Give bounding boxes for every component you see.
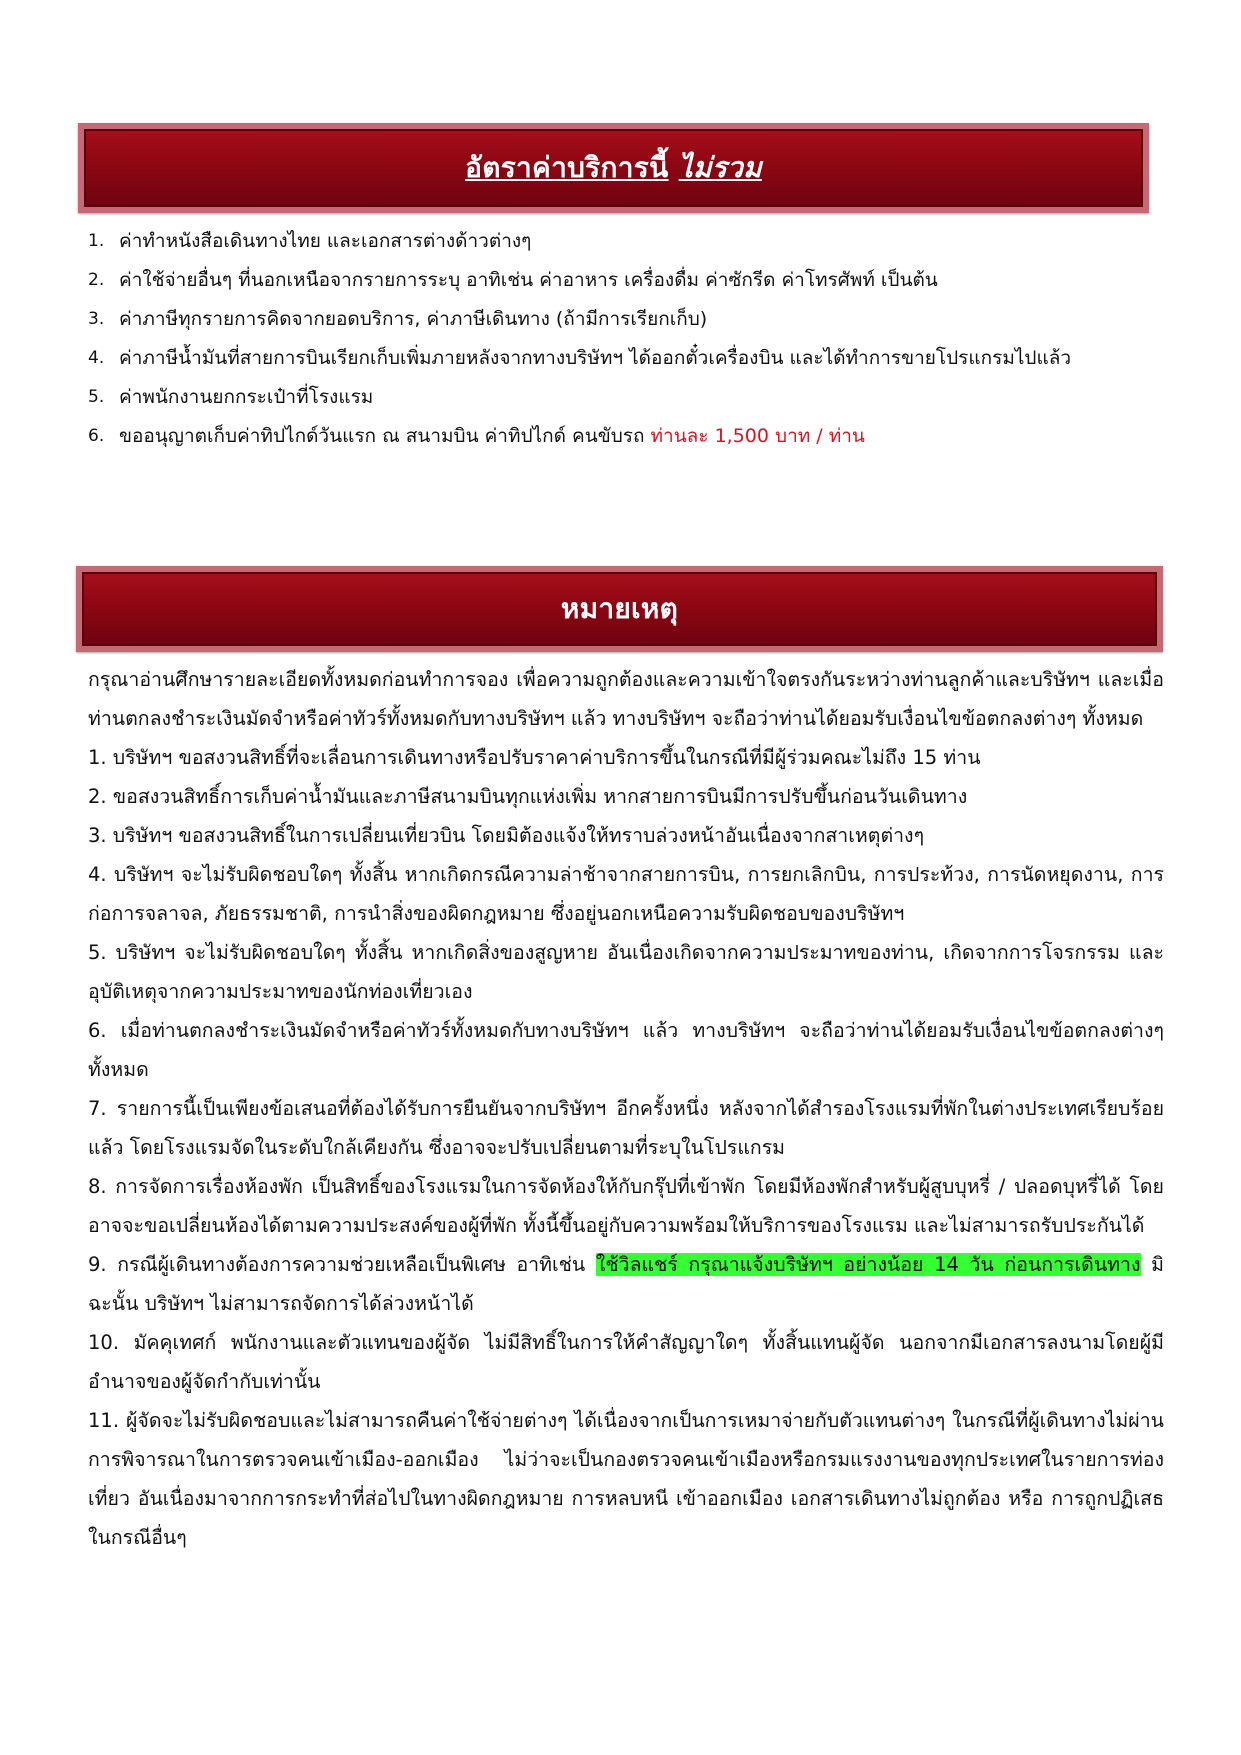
list-item	[88, 417, 1168, 456]
list-text: ขออนุญาตเก็บค่าทิปไกด์วันแรก ณ สนามบิน ค่าทิปไกด์ คนขับรถ	[119, 425, 651, 447]
remark-item: 5. บริษัทฯ จะไม่รับผิดชอบใดๆ ทั้งสิ้น หากเกิดสิ่งของสูญหาย อันเนื่องเกิดจากความประมาทของท่าน, เกิดจากการโจรกรรม และ อุบัติเหตุจากความประมาทของนักท่องเที่ยวเอง	[88, 941, 1164, 1003]
list-item	[88, 300, 1168, 339]
section-banner-remarks	[76, 566, 1163, 652]
remarks-body	[88, 660, 1164, 1557]
list-text: ค่าภาษีทุกรายการคิดจากยอดบริการ, ค่าภาษีเดินทาง (ถ้ามีการเรียกเก็บ)	[119, 308, 708, 330]
tip-price: ท่านละ 1,500 บาท / ท่าน	[650, 425, 865, 447]
list-number: 3.	[88, 309, 105, 329]
remark-item: 1. บริษัทฯ ขอสงวนสิทธิ์ที่จะเลื่อนการเดินทางหรือปรับราคาค่าบริการขึ้นในกรณีที่มีผู้ร่วมคณะไม่ถึง 15 ท่าน	[88, 746, 981, 769]
highlighted-text: ใช้วิลแชร์ กรุณาแจ้งบริษัทฯ อย่างน้อย 14 วัน ก่อนการเดินทาง	[595, 1253, 1141, 1276]
list-item	[88, 339, 1168, 378]
not-included-list	[88, 222, 1168, 456]
remark-item	[88, 1245, 1164, 1323]
list-text: ค่าภาษีน้ำมันที่สายการบินเรียกเก็บเพิ่มภายหลังจากทางบริษัทฯ ได้ออกตั๋วเครื่องบิน และได้ทำการขายโปรแกรมไปแล้ว	[119, 347, 1072, 369]
list-number: 4.	[88, 348, 105, 368]
list-item	[88, 378, 1168, 417]
list-text: ค่าพนักงานยกกระเป๋าที่โรงแรม	[119, 386, 374, 408]
section-banner-not-included	[78, 123, 1149, 213]
title-text: อัตราค่าบริการนี้	[465, 151, 669, 184]
list-text: ค่าทำหนังสือเดินทางไทย และเอกสารต่างด้าวต่างๆ	[119, 230, 532, 252]
title-emphasis: ไม่รวม	[678, 151, 762, 184]
remark-item: 3. บริษัทฯ ขอสงวนสิทธิ์ในการเปลี่ยนเที่ยวบิน โดยมิต้องแจ้งให้ทราบล่วงหน้าอันเนื่องจากสาเหตุต่างๆ	[88, 824, 925, 847]
remark-item: 4. บริษัทฯ จะไม่รับผิดชอบใดๆ ทั้งสิ้น หากเกิดกรณีความล่าช้าจากสายการบิน, การยกเลิกบิน, การประท้วง, การนัดหยุดงาน, การก่อการจลาจล, ภัยธรรมชาติ, การนำสิ่งของผิดกฎหมาย ซึ่งอยู่นอกเหนือความรับผิดชอบของบริษัทฯ	[88, 863, 1164, 925]
remark-item: 7. รายการนี้เป็นเพียงข้อเสนอที่ต้องได้รับการยืนยันจากบริษัทฯ อีกครั้งหนึ่ง หลังจากได้สำรองโรงแรมที่พักในต่างประเทศเรียบร้อยแล้ว โดยโรงแรมจัดในระดับใกล้เคียงกัน ซึ่งอาจจะปรับเปลี่ยนตามที่ระบุในโปรแกรม	[88, 1097, 1164, 1159]
list-number: 6.	[88, 426, 105, 446]
remark-item: 6. เมื่อท่านตกลงชำระเงินมัดจำหรือค่าทัวร์ทั้งหมดกับทางบริษัทฯ แล้ว ทางบริษัทฯ จะถือว่าท่านได้ยอมรับเงื่อนไขข้อตกลงต่างๆ ทั้งหมด	[88, 1019, 1164, 1081]
section-title-remarks: หมายเหตุ	[560, 592, 679, 625]
remark-item: 10. มัคคุเทศก์ พนักงานและตัวแทนของผู้จัด ไม่มีสิทธิ์ในการให้คำสัญญาใดๆ ทั้งสิ้นแทนผู้จัด นอกจากมีเอกสารลงนามโดยผู้มีอำนาจของผู้จัดกำกับเท่านั้น	[88, 1331, 1164, 1393]
list-item	[88, 222, 1168, 261]
list-text: ค่าใช้จ่ายอื่นๆ ที่นอกเหนือจากรายการระบุ อาทิเช่น ค่าอาหาร เครื่องดื่ม ค่าซักรีด ค่าโทรศัพท์ เป็นต้น	[119, 269, 938, 291]
section-title-not-included	[465, 146, 762, 190]
remarks-intro: กรุณาอ่านศึกษารายละเอียดทั้งหมดก่อนทำการจอง เพื่อความถูกต้องและความเข้าใจตรงกันระหว่างท่านลูกค้าและบริษัทฯ และเมื่อท่านตกลงชำระเงินมัดจำหรือค่าทัวร์ทั้งหมดกับทางบริษัทฯ แล้ว ทางบริษัทฯ จะถือว่าท่านได้ยอมรับเงื่อนไขข้อตกลงต่างๆ ทั้งหมด	[88, 668, 1164, 730]
list-number: 2.	[88, 270, 105, 290]
remark-item: 8. การจัดการเรื่องห้องพัก เป็นสิทธิ์ของโรงแรมในการจัดห้องให้กับกรุ๊ปที่เข้าพัก โดยมีห้องพักสำหรับผู้สูบบุหรี่ / ปลอดบุหรี่ได้ โดยอาจจะขอเปลี่ยนห้องได้ตามความประสงค์ของผู้ที่พัก ทั้งนี้ขึ้นอยู่กับความพร้อมให้บริการของโรงแรม และไม่สามารถรับประกันได้	[88, 1175, 1164, 1237]
remark-text: 9. กรณีผู้เดินทางต้องการความช่วยเหลือเป็นพิเศษ อาทิเช่น	[88, 1253, 596, 1276]
remark-text: มิฉะนั้น บริษัทฯ ไม่สามารถจัดการได้ล่วงหน้าได้	[88, 1253, 1164, 1315]
list-item	[88, 261, 1168, 300]
remark-item: 11. ผู้จัดจะไม่รับผิดชอบและไม่สามารถคืนค่าใช้จ่ายต่างๆ ได้เนื่องจากเป็นการเหมาจ่ายกับตัวแทนต่างๆ ในกรณีที่ผู้เดินทางไม่ผ่านการพิจารณาในการตรวจคนเข้าเมือง-ออกเมือง ไม่ว่าจะเป็นกองตรวจคนเข้าเมืองหรือกรมแรงงานของทุกประเทศในรายการท่องเที่ยว อันเนื่องมาจากการกระทำที่ส่อไปในทางผิดกฎหมาย การหลบหนี เข้าออกเมือง เอกสารเดินทางไม่ถูกต้อง หรือ การถูกปฏิเสธในกรณีอื่นๆ	[88, 1409, 1164, 1549]
list-number: 5.	[88, 387, 105, 407]
list-number: 1.	[88, 231, 105, 251]
remark-item: 2. ขอสงวนสิทธิ์การเก็บค่าน้ำมันและภาษีสนามบินทุกแห่งเพิ่ม หากสายการบินมีการปรับขึ้นก่อนวันเดินทาง	[88, 785, 968, 808]
